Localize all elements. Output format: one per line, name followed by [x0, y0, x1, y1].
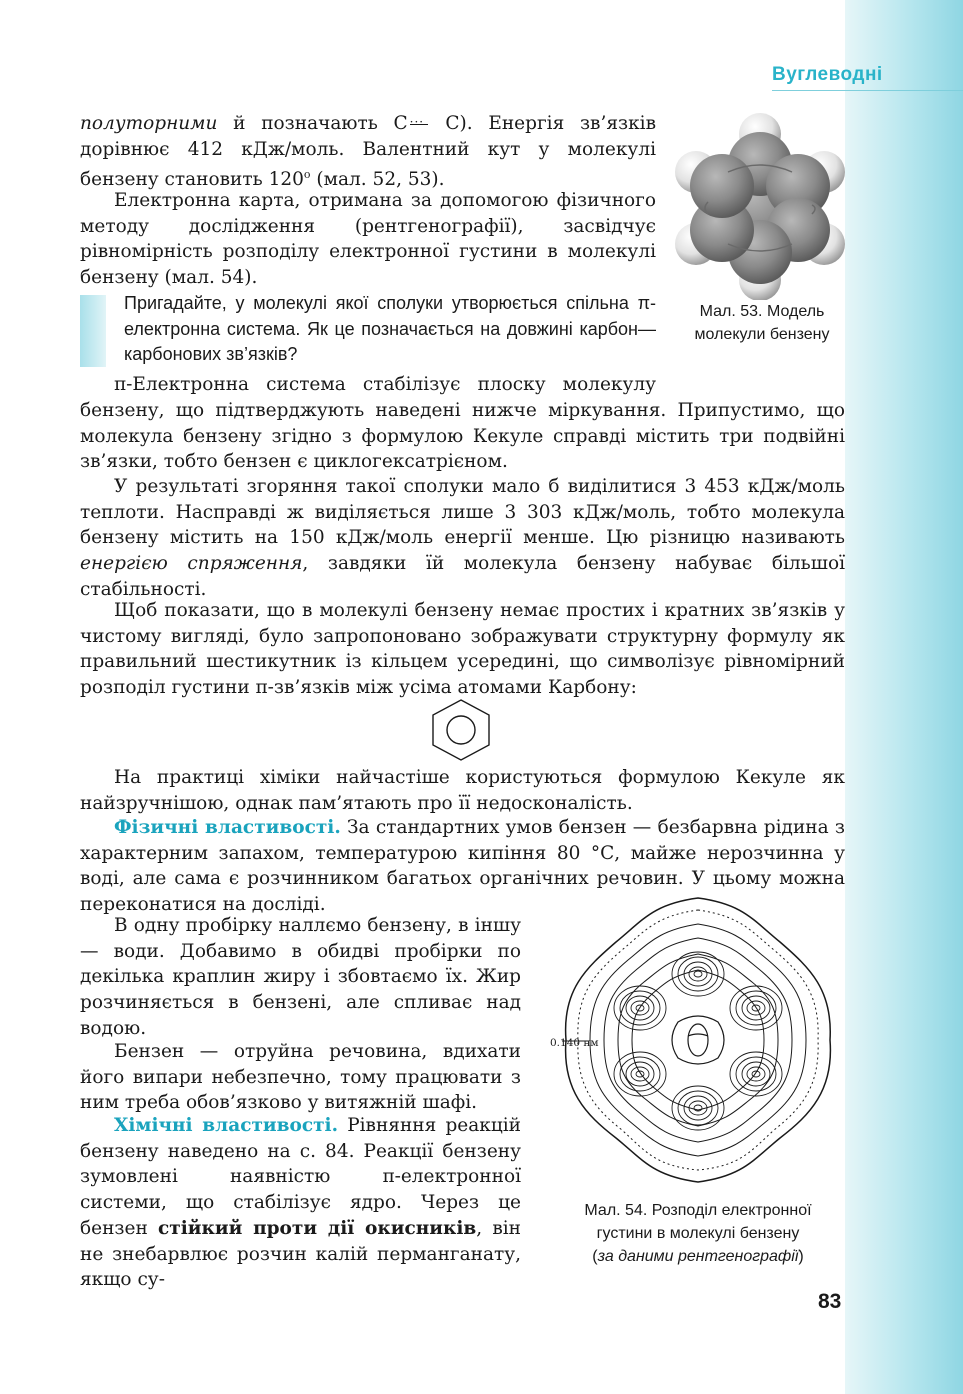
para10-text-b: , він не знебарвлює розчин калій перманганату, якщо су- — [80, 1217, 521, 1291]
term-sesquialteral: полуторними — [80, 113, 218, 134]
paren-open: ( — [592, 1248, 598, 1265]
paragraph-8: В одну пробірку наллємо бензену, в іншу — води. Добавимо в обидві пробірки по декілька краплин жиру і збовтаємо їх. Жир розчиняється в бензені, але спливає над водою. — [80, 915, 521, 1039]
para1-text-c: (мал. 52, 53). — [310, 169, 445, 191]
paragraph-1 — [80, 111, 656, 193]
term-conjugation-energy: енергією спряження — [80, 553, 303, 575]
chapter-title: Вуглеводні — [772, 64, 883, 85]
fig54-caption-line1: Мал. 54. Розподіл електронної — [584, 1202, 812, 1219]
fig54-caption-source: за даними рентгенографії — [597, 1248, 799, 1265]
fig53-caption-line2: молекули бензену — [694, 326, 830, 343]
benzene-ring-formula — [430, 697, 492, 763]
density-scale-label: 0.140 нм — [550, 1037, 599, 1049]
para4-text-b: , завдяки їй молекула бензену набуває більшої стабільності. — [80, 553, 846, 600]
benzene-model-image — [672, 110, 848, 300]
fig53-caption-line1: Мал. 53. Модель — [699, 303, 825, 320]
para1-text-b: C). Енергія зв’язків дорівнює 412 кДж/моль. Валентний кут у молекулі бензену становить 120 — [80, 113, 657, 191]
degree-sign: о — [303, 168, 311, 182]
para7-text: За стандартних умов бензен — безбарвна рідина з характерним запахом, температурою кипіння 80 °С, майже нерозчинна у воді, але сама є розчинником багатьох органічних речовин. У цьому можна переконатися на досліді. — [80, 817, 845, 916]
chapter-rule — [772, 90, 963, 91]
paragraph-4 — [80, 474, 845, 603]
para4-text-a: У результаті згоряння такої сполуки мало б виділитися 3 453 кДж/моль теплоти. Насправді ж виділяється лише 3 303 кДж/моль, тобто молекула бензену містить на 150 кДж/моль енергії менше. Цю різницю називають — [80, 476, 845, 549]
callout-question: Пригадайте, у молекулі якої сполуки утворюється спільна π-електронна система. Як це позначається на довжині карбон—карбонових зв’язків? — [124, 293, 656, 364]
para10-text-a: Рівняння реакцій бензену наведено на с. 84. Реакції бензену зумовлені наявністю π-електронної системи, що стабілізує ядро. Через це бензен — [80, 1115, 521, 1239]
fig54-caption — [548, 1199, 848, 1268]
page-number: 83 — [818, 1290, 842, 1313]
para10-bold: стійкий проти дії окисників — [158, 1217, 477, 1239]
bond-dots: ··· — [408, 119, 430, 129]
paragraph-5: Щоб показати, що в молекулі бензену немає простих і кратних зв’язків у чистому вигляді, було запропоновано зображувати структурну формулу як правильний шестикутник із кільцем усередині, що символізує рівномірний розподіл густини π-зв’язків між усіма атомами Карбону: — [80, 600, 845, 699]
heading-chemical-properties: Хімічні властивості. — [114, 1115, 339, 1136]
fig53-caption — [676, 300, 848, 346]
side-band — [845, 0, 963, 1394]
paragraph-9: Бензен — отруйна речовина, вдихати його випари небезпечно, тому працювати з ним треба обов’язково у витяжній шафі. — [80, 1041, 521, 1114]
paragraph-2: Електронна карта, отримана за допомогою фізичного методу дослідження (рентгенографії), засвідчує рівномірність розподілу електронної густини в молекулі бензену (мал. 54). — [80, 190, 656, 289]
fig54-caption-line2: густини в молекулі бензену — [596, 1225, 800, 1242]
paren-close: ) — [798, 1248, 804, 1265]
fig54-caption-line3 — [548, 1245, 848, 1268]
heading-physical-properties: Фізичні властивості. — [114, 817, 341, 838]
para3-text: π-Електронна система стабілізує плоску молекулу — [114, 374, 656, 395]
paragraph-10 — [80, 1113, 521, 1293]
para1-text-a: й позначають C — [217, 113, 408, 134]
paragraph-3 — [80, 398, 845, 475]
para3-rest: бензену, що підтверджують наведені нижче міркування. Припустимо, що молекула бензену згідно з формулою Кекуле справді містить три подвійні зв’язки, тобто бензен є циклогексатрієном. — [80, 400, 845, 473]
paragraph-6: На практиці хіміки найчастіше користуються формулою Кекуле як найзручнішою, однак пам’ятають про її недосконалість. — [80, 767, 845, 814]
callout-bar — [80, 295, 106, 367]
paragraph-3-first-line — [80, 372, 656, 398]
